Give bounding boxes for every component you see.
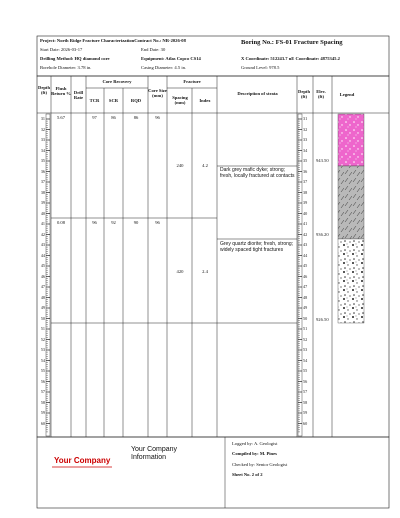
depth-label-left: 59 [40, 410, 45, 415]
run2-tcr: 96 [92, 220, 97, 225]
depth-label-right: 32 [303, 126, 308, 132]
logged-by: Logged by: A. Geologist [232, 441, 278, 446]
depth-label-left: 56 [40, 378, 45, 384]
depth-label-left: 37 [40, 179, 45, 184]
company-info-line2: Information [131, 454, 167, 461]
run2-flush: 0.08 [56, 220, 66, 225]
depth-label-right: 42 [303, 231, 308, 237]
core-recovery-header: Core Recovery [102, 79, 132, 84]
project-label: Project: North Ridge Fracture CharacterizationContract No.: NR-2026-08 [40, 38, 186, 43]
run1-scr: 86 [111, 115, 116, 120]
depth-label-left: 38 [40, 189, 45, 195]
col-tcr-header: TCR [89, 98, 100, 103]
depth-label-left: 42 [40, 231, 45, 237]
depth-label-right: 43 [303, 242, 308, 247]
depth-label-right: 51 [303, 326, 308, 331]
ground-level: Ground Level: 978.5 [241, 65, 280, 70]
fracture-header: Fracture [183, 79, 201, 84]
depth-label-right: 33 [303, 137, 308, 142]
depth-label-left: 41 [40, 221, 45, 226]
depth-label-left: 52 [40, 336, 45, 342]
depth-label-left: 32 [40, 126, 45, 132]
stratum-3-elevation: 926.50 [316, 317, 329, 322]
depth-label-right: 46 [303, 273, 308, 279]
col-spacing-header: Spacing (mm) [172, 95, 188, 106]
col-flush-header: Flush Return % [51, 86, 71, 97]
col-description-header: Description of strata [237, 91, 278, 96]
depth-label-right: 31 [303, 116, 308, 121]
borehole-diameter: Borehole Diameter: 3.78 in. [40, 65, 92, 70]
depth-label-left: 40 [40, 210, 45, 216]
depth-label-right: 53 [303, 347, 308, 352]
col-elev-header: Elev. (ft) [316, 89, 326, 100]
depth-label-left: 34 [40, 147, 45, 153]
equipment: Equipment: Atlas Copco CS14 [141, 56, 201, 61]
depth-label-left: 50 [40, 315, 45, 321]
boring-number: Boring No.: FS-01 Fracture Spacing [241, 39, 343, 46]
stratum-1-elevation: 943.50 [316, 158, 329, 163]
depth-label-left: 31 [40, 116, 45, 121]
legend-grey-pattern [338, 166, 364, 239]
checked-by: Checked by: Senior Geologist [232, 462, 288, 467]
col-core-size-header: Core Size (mm) [148, 88, 167, 99]
col-drill-header: Drill Rate [73, 90, 84, 101]
col-depth-header: Depth (ft) [38, 85, 50, 96]
run1-core-size: 96 [155, 115, 160, 120]
col-legend-header: Legend [339, 92, 355, 97]
depth-label-right: 44 [303, 252, 308, 258]
depth-label-right: 36 [303, 168, 308, 174]
depth-label-left: 53 [40, 347, 45, 352]
run1-index: 4.2 [202, 163, 208, 168]
depth-label-right: 49 [303, 305, 308, 310]
stratum-2-elevation: 936.20 [316, 232, 329, 237]
depth-label-right: 50 [303, 315, 308, 321]
run2-rqd: 90 [133, 220, 139, 225]
depth-label-left: 58 [40, 399, 45, 405]
depth-label-right: 47 [303, 284, 308, 289]
depth-label-right: 57 [303, 389, 308, 394]
compiled-by: Compiled by: M. Pines [232, 451, 277, 456]
depth-label-right: 52 [303, 336, 308, 342]
legend-pink-pattern [338, 114, 364, 166]
depth-label-left: 48 [40, 294, 45, 300]
depth-label-right: 35 [303, 158, 308, 163]
depth-label-right: 60 [303, 420, 308, 426]
depth-label-left: 60 [40, 420, 45, 426]
depth-label-left: 35 [40, 158, 45, 163]
depth-label-left: 51 [40, 326, 45, 331]
coordinates: X Coordinate: 512243.7 nE Coordinate: 4875345.2 [241, 56, 340, 61]
legend-speckle-pattern [338, 239, 364, 323]
depth-label-right: 55 [303, 368, 308, 373]
depth-label-left: 33 [40, 137, 45, 142]
depth-label-left: 46 [40, 273, 45, 279]
depth-label-left: 39 [40, 200, 45, 205]
col-rqd-header: RQD [130, 98, 142, 103]
depth-label-right: 41 [303, 221, 308, 226]
depth-label-left: 47 [40, 284, 45, 289]
casing-diameter: Casing Diameter: 4.5 in. [141, 65, 187, 70]
depth-label-right: 59 [303, 410, 308, 415]
company-info-line1: Your Company [131, 446, 178, 453]
company-logo-text: Your Company [54, 456, 111, 465]
depth-label-left: 43 [40, 242, 45, 247]
run1-spacing: 240 [176, 163, 184, 168]
depth-label-left: 36 [40, 168, 45, 174]
depth-label-left: 45 [40, 263, 45, 268]
depth-label-right: 56 [303, 378, 308, 384]
run2-scr: 92 [111, 220, 116, 225]
depth-label-right: 54 [303, 357, 308, 363]
depth-label-right: 37 [303, 179, 308, 184]
depth-label-left: 55 [40, 368, 45, 373]
depth-label-right: 45 [303, 263, 308, 268]
sheet-number: Sheet No. 2 of 2 [232, 472, 263, 477]
depth-label-right: 39 [303, 200, 308, 205]
drilling-method: Drilling Method: HQ diamond core [40, 56, 110, 61]
depth-label-right: 34 [303, 147, 308, 153]
start-date: Start Date: 2026-03-17 [40, 47, 83, 52]
col-scr-header: SCR [108, 98, 119, 103]
depth-label-left: 49 [40, 305, 45, 310]
stratum-1-description: Dark grey mafic dyke; strong; fresh, locally fractured at contacts [220, 167, 295, 179]
depth-label-left: 57 [40, 389, 45, 394]
col-depth-right-header: Depth (ft) [298, 89, 310, 100]
depth-label-right: 40 [303, 210, 308, 216]
end-date: End Date: 30 [141, 47, 166, 52]
run2-index: 2.4 [202, 269, 208, 274]
col-index-header: Index [199, 98, 211, 103]
run1-flush: 5.67 [56, 115, 66, 120]
run1-tcr: 97 [92, 115, 97, 120]
run2-core-size: 96 [155, 220, 160, 225]
run1-rqd: 86 [133, 115, 139, 120]
run2-spacing: 420 [176, 269, 184, 274]
depth-label-left: 54 [40, 357, 45, 363]
depth-label-left: 44 [40, 252, 45, 258]
depth-label-right: 58 [303, 399, 308, 405]
stratum-2-description: Grey quartz diorite; fresh, strong; widely spaced tight fractures [220, 241, 294, 253]
depth-label-right: 38 [303, 189, 308, 195]
depth-label-right: 48 [303, 294, 308, 300]
